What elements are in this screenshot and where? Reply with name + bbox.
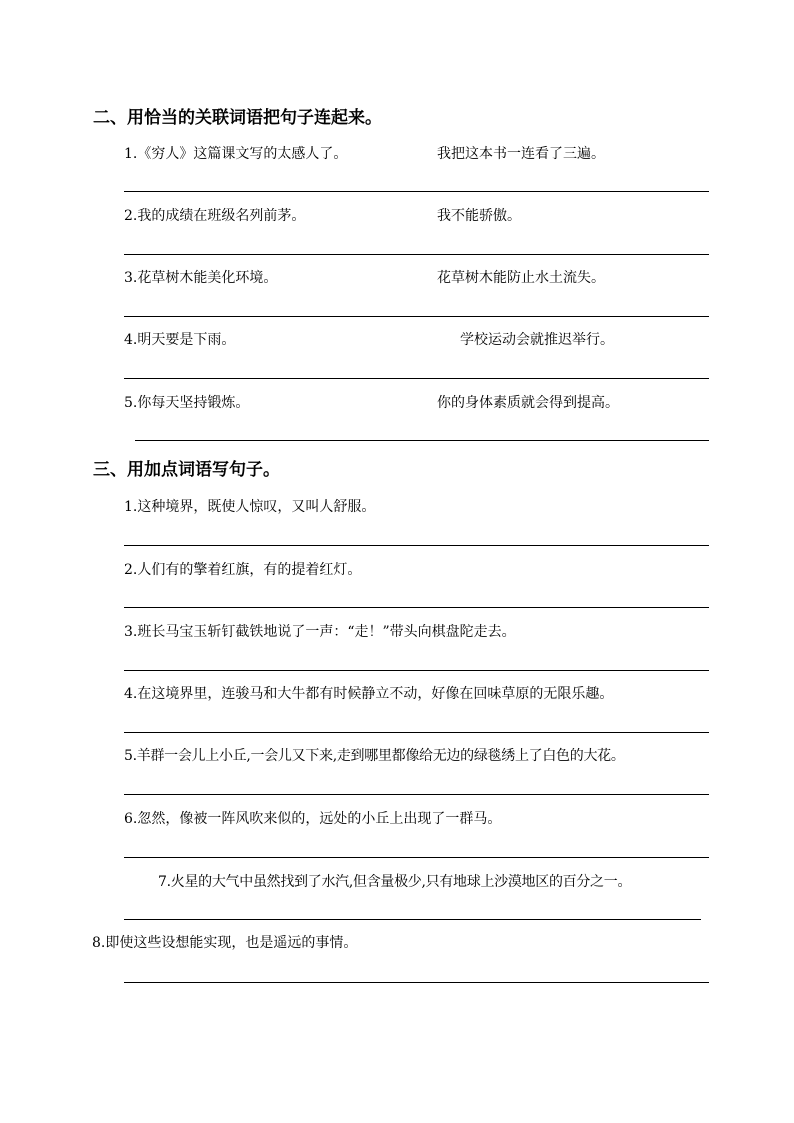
section3-item2: 2.人们有的擎着红旗，有的提着红灯。 (124, 562, 362, 578)
answer-line-2-2[interactable] (124, 254, 709, 255)
answer-line-3-8[interactable] (124, 982, 709, 983)
section3-item7: 7.火星的大气中虽然找到了水汽,但含量极少,只有地球上沙漠地区的百分之一。 (158, 874, 632, 890)
answer-line-3-5[interactable] (124, 794, 709, 795)
section2-item4-right: 学校运动会就推迟举行。 (460, 332, 614, 348)
section2-item2-left: 2.我的成绩在班级名列前茅。 (124, 208, 306, 224)
section3-item1: 1.这种境界，既使人惊叹，又叫人舒服。 (124, 499, 376, 515)
section2-heading: 二、用恰当的关联词语把句子连起来。 (93, 108, 382, 128)
answer-line-2-1[interactable] (124, 191, 709, 192)
section2-item3-right: 花草树木能防止水土流失。 (437, 270, 605, 286)
answer-line-3-6[interactable] (124, 857, 709, 858)
answer-line-3-7[interactable] (124, 919, 701, 920)
answer-line-2-4[interactable] (124, 378, 709, 379)
section3-item8: 8.即使这些设想能实现，也是遥远的事情。 (92, 935, 358, 951)
answer-line-3-4[interactable] (124, 732, 709, 733)
answer-line-3-2[interactable] (124, 607, 709, 608)
section2-item4-left: 4.明天要是下雨。 (124, 332, 236, 348)
answer-line-2-5[interactable] (135, 440, 709, 441)
section2-item5-right: 你的身体素质就会得到提高。 (437, 395, 619, 411)
answer-line-3-1[interactable] (124, 545, 709, 546)
section2-item3-left: 3.花草树木能美化环境。 (124, 270, 278, 286)
section3-item6: 6.忽然，像被一阵风吹来似的，远处的小丘上出现了一群马。 (124, 811, 502, 827)
section2-item2-right: 我不能骄傲。 (437, 208, 521, 224)
section3-item4: 4.在这境界里，连骏马和大牛都有时候静立不动，好像在回味草原的无限乐趣。 (124, 686, 614, 702)
section2-item5-left: 5.你每天坚持锻炼。 (124, 395, 250, 411)
section3-item5: 5.羊群一会儿上小丘,一会儿又下来,走到哪里都像给无边的绿毯绣上了白色的大花。 (124, 748, 625, 764)
section2-item1-left: 1.《穷人》这篇课文写的太感人了。 (124, 146, 348, 162)
section2-item1-right: 我把这本书一连看了三遍。 (437, 146, 605, 162)
answer-line-3-3[interactable] (124, 670, 709, 671)
section3-heading: 三、用加点词语写句子。 (93, 460, 280, 480)
section3-item3: 3.班长马宝玉斩钉截铁地说了一声：“走！”带头向棋盘陀走去。 (124, 624, 516, 640)
answer-line-2-3[interactable] (124, 316, 709, 317)
